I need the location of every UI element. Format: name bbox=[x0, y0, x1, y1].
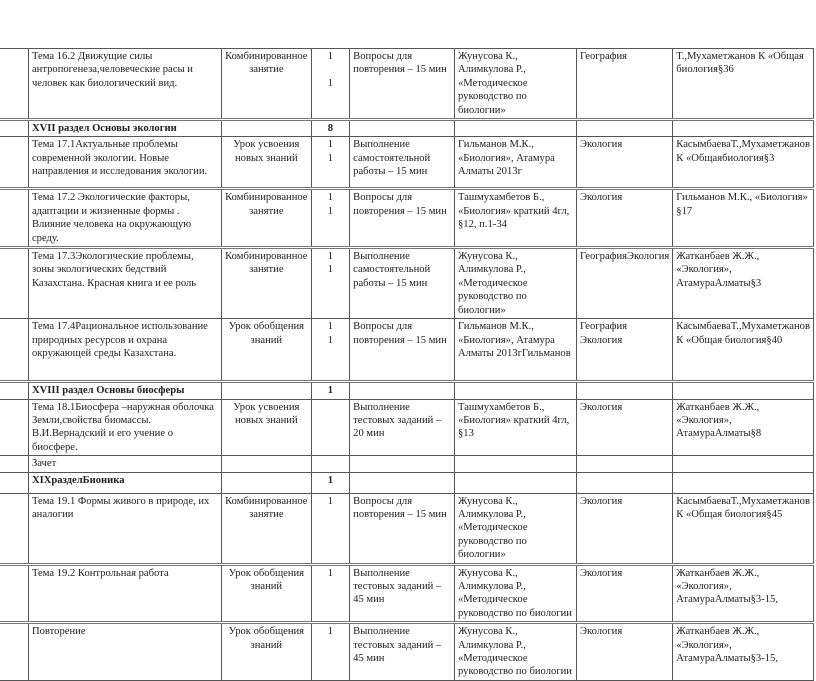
cell-control: Вопросы для повторения – 15 мин bbox=[350, 189, 455, 248]
cell-extra: КасымбаеваТ.,Мухаметжанов К «Общаябиология§3 bbox=[673, 137, 814, 189]
cell-lit: Жунусова К., Алимкулова Р., «Методическое руководство по биологии» bbox=[454, 49, 576, 120]
cell-subj: Экология bbox=[576, 137, 672, 189]
cell-type: Урок обобщения знаний bbox=[222, 564, 311, 623]
cell-extra bbox=[673, 382, 814, 399]
cell-control: Выполнение тестовых заданий – 20 мин bbox=[350, 399, 455, 456]
cell-topic: Повторение bbox=[28, 623, 221, 681]
cell-topic: Тема 18.1Биосфера –наружная оболочка Земли,свойства биомассы. В.И.Вернадский и его учение о биосфере. bbox=[28, 399, 221, 456]
cell-hours: 1 bbox=[311, 472, 350, 493]
cell-subj bbox=[576, 472, 672, 493]
cell-extra: Жатканбаев Ж.Ж., «Экология», АтамураАлматы§3-15, bbox=[673, 564, 814, 623]
cell-lit: Гильманов М.К., «Биология», Атамура Алматы 2013гГильманов bbox=[454, 319, 576, 382]
cell-control bbox=[350, 382, 455, 399]
cell-subj: ГеографияЭкология bbox=[576, 248, 672, 319]
cell-control: Выполнение тестовых заданий – 45 мин bbox=[350, 623, 455, 681]
cell-extra: Жатканбаев Ж.Ж., «Экология», АтамураАлматы§3-15, bbox=[673, 623, 814, 681]
cell-type bbox=[222, 382, 311, 399]
cell-hours: 1 bbox=[311, 382, 350, 399]
cell-topic: Тема 17.3Экологические проблемы, зоны экологических бедствий Казахстана. Красная книга и ее роль bbox=[28, 248, 221, 319]
cell-control: Вопросы для повторения – 15 мин bbox=[350, 319, 455, 382]
cell-lit: Жунусова К., Алимкулова Р., «Методическое руководство по биологии» bbox=[454, 493, 576, 564]
cell-hours: 1 1 bbox=[311, 319, 350, 382]
row-number-cell bbox=[0, 382, 28, 399]
cell-extra bbox=[673, 120, 814, 137]
row-number-cell bbox=[0, 137, 28, 189]
row-number-cell bbox=[0, 49, 28, 120]
row-number-cell bbox=[0, 493, 28, 564]
cell-type bbox=[222, 120, 311, 137]
cell-lit: Ташмухамбетов Б., «Биология» краткий 4гл, §12, п.1-34 bbox=[454, 189, 576, 248]
cell-hours bbox=[311, 456, 350, 472]
table-row bbox=[0, 248, 814, 319]
cell-subj: География bbox=[576, 49, 672, 120]
row-number-cell bbox=[0, 564, 28, 623]
cell-type: Комбинированное занятие bbox=[222, 189, 311, 248]
cell-type bbox=[222, 456, 311, 472]
cell-control: Вопросы для повторения – 15 мин bbox=[350, 493, 455, 564]
cell-lit bbox=[454, 120, 576, 137]
row-number-cell bbox=[0, 319, 28, 382]
cell-control bbox=[350, 456, 455, 472]
section-row bbox=[0, 120, 814, 137]
table-row bbox=[0, 493, 814, 564]
cell-topic: Тема 16.2 Движущие силы антропогенеза,человеческие расы и человек как биологический вид. bbox=[28, 49, 221, 120]
cell-control bbox=[350, 472, 455, 493]
cell-lit: Жунусова К., Алимкулова Р., «Методическое руководство по биологии bbox=[454, 623, 576, 681]
section-row bbox=[0, 472, 814, 493]
cell-control: Выполнение самостоятельной работы – 15 мин bbox=[350, 137, 455, 189]
cell-subj: Экология bbox=[576, 623, 672, 681]
cell-extra bbox=[673, 472, 814, 493]
cell-hours bbox=[311, 399, 350, 456]
cell-type: Урок обобщения знаний bbox=[222, 623, 311, 681]
cell-hours: 1 bbox=[311, 493, 350, 564]
cell-topic: Тема 17.2 Экологические факторы, адаптации и жизненные формы . Влияние человека на окружающую среду. bbox=[28, 189, 221, 248]
table-row bbox=[0, 623, 814, 681]
cell-hours: 1 1 bbox=[311, 137, 350, 189]
cell-subj: Экология bbox=[576, 493, 672, 564]
cell-control: Вопросы для повторения – 15 мин bbox=[350, 49, 455, 120]
cell-subj: География Экология bbox=[576, 319, 672, 382]
cell-lit bbox=[454, 472, 576, 493]
row-number-cell bbox=[0, 189, 28, 248]
row-number-cell bbox=[0, 120, 28, 137]
cell-extra: КасымбаеваТ.,Мухаметжанов К «Общая биология§45 bbox=[673, 493, 814, 564]
row-number-cell bbox=[0, 248, 28, 319]
cell-extra: Жатканбаев Ж.Ж., «Экология», АтамураАлматы§8 bbox=[673, 399, 814, 456]
cell-type: Комбинированное занятие bbox=[222, 493, 311, 564]
cell-lit: Жунусова К., Алимкулова Р., «Методическое руководство по биологии bbox=[454, 564, 576, 623]
cell-type bbox=[222, 472, 311, 493]
table-row bbox=[0, 564, 814, 623]
cell-topic: XVIII раздел Основы биосферы bbox=[28, 382, 221, 399]
cell-subj: Экология bbox=[576, 399, 672, 456]
table-row bbox=[0, 319, 814, 382]
cell-control: Выполнение самостоятельной работы – 15 мин bbox=[350, 248, 455, 319]
cell-hours: 1 1 bbox=[311, 248, 350, 319]
cell-hours: 1 1 bbox=[311, 49, 350, 120]
cell-type: Урок обобщения знаний bbox=[222, 319, 311, 382]
table-row bbox=[0, 399, 814, 456]
cell-topic: XVII раздел Основы экологии bbox=[28, 120, 221, 137]
cell-control bbox=[350, 120, 455, 137]
cell-subj: Экология bbox=[576, 564, 672, 623]
cell-hours: 1 1 bbox=[311, 189, 350, 248]
cell-extra: Т.,Мухаметжанов К «Общая биология§36 bbox=[673, 49, 814, 120]
cell-topic: XIXразделБионика bbox=[28, 472, 221, 493]
cell-hours: 1 bbox=[311, 623, 350, 681]
cell-control: Выполнение тестовых заданий – 45 мин bbox=[350, 564, 455, 623]
cell-type: Урок усвоения новых знаний bbox=[222, 137, 311, 189]
cell-topic: Тема 19.2 Контрольная работа bbox=[28, 564, 221, 623]
table-row bbox=[0, 189, 814, 248]
cell-hours: 8 bbox=[311, 120, 350, 137]
cell-topic: Тема 19.1 Формы живого в природе, их аналогии bbox=[28, 493, 221, 564]
cell-extra bbox=[673, 456, 814, 472]
row-number-cell bbox=[0, 623, 28, 681]
cell-type: Комбинированное занятие bbox=[222, 49, 311, 120]
cell-topic: Зачет bbox=[28, 456, 221, 472]
cell-lit bbox=[454, 382, 576, 399]
cell-subj bbox=[576, 120, 672, 137]
cell-topic: Тема 17.1Актуальные проблемы современной экологии. Новые направления и исследования экологии. bbox=[28, 137, 221, 189]
cell-hours: 1 bbox=[311, 564, 350, 623]
cell-subj bbox=[576, 456, 672, 472]
curriculum-table bbox=[0, 48, 814, 681]
row-number-cell bbox=[0, 399, 28, 456]
cell-type: Комбинированное занятие bbox=[222, 248, 311, 319]
cell-subj: Экология bbox=[576, 189, 672, 248]
table-row bbox=[0, 456, 814, 472]
table-row bbox=[0, 137, 814, 189]
row-number-cell bbox=[0, 472, 28, 493]
cell-extra: КасымбаеваТ.,Мухаметжанов К «Общая биология§40 bbox=[673, 319, 814, 382]
section-row bbox=[0, 382, 814, 399]
cell-lit bbox=[454, 456, 576, 472]
row-number-cell bbox=[0, 456, 28, 472]
cell-lit: Ташмухамбетов Б., «Биология» краткий 4гл, §13 bbox=[454, 399, 576, 456]
table-row bbox=[0, 49, 814, 120]
cell-subj bbox=[576, 382, 672, 399]
cell-lit: Гильманов М.К., «Биология», Атамура Алматы 2013г bbox=[454, 137, 576, 189]
cell-lit: Жунусова К., Алимкулова Р., «Методическое руководство по биологии» bbox=[454, 248, 576, 319]
cell-type: Урок усвоения новых знаний bbox=[222, 399, 311, 456]
cell-topic: Тема 17.4Рациональное использование природных ресурсов и охрана окружающей среды Казахстана. bbox=[28, 319, 221, 382]
cell-extra: Гильманов М.К., «Биология» §17 bbox=[673, 189, 814, 248]
cell-extra: Жатканбаев Ж.Ж., «Экология», АтамураАлматы§3 bbox=[673, 248, 814, 319]
